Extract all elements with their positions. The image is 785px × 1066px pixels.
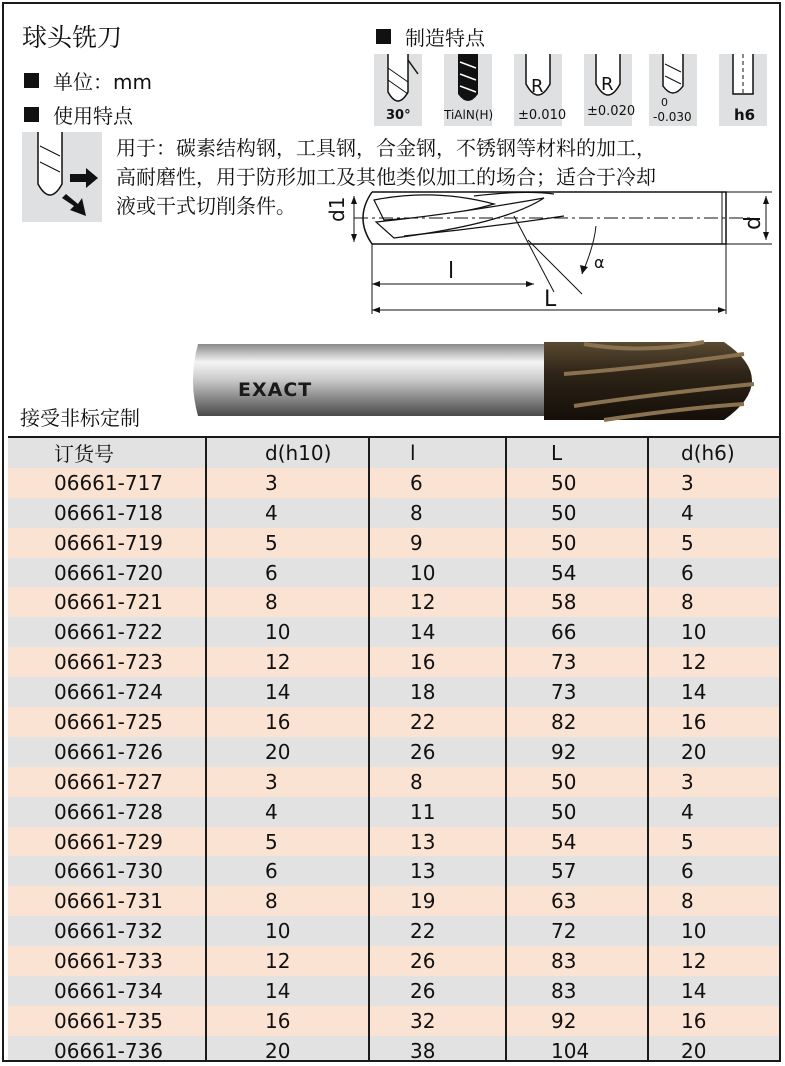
feature-label: -0.030 — [653, 110, 692, 124]
cell-l: 22 — [369, 707, 506, 737]
spec-table — [8, 436, 781, 1062]
helix-angle-icon — [374, 54, 422, 126]
diameter-tolerance-icon — [649, 54, 697, 126]
cell-d-h10: 20 — [206, 737, 369, 767]
cell-order-no: 06661-725 — [8, 707, 206, 737]
cell-order-no: 06661-721 — [8, 587, 206, 617]
coating-icon — [444, 54, 492, 126]
usage-line: 液或干式切削条件。 — [116, 194, 296, 218]
cell-L: 58 — [506, 587, 648, 617]
header-order-no: 订货号 — [8, 437, 206, 468]
cell-l: 18 — [369, 677, 506, 707]
cell-d-h10: 4 — [206, 498, 369, 528]
bullet-square-icon — [376, 29, 391, 44]
cell-d-h6: 14 — [648, 677, 781, 707]
usage-line: 用于：碳素结构钢，工具钢，合金钢，不锈钢等材料的加工， — [116, 136, 656, 160]
table-row — [8, 1006, 781, 1036]
brand-logo: EXACT — [238, 379, 313, 401]
cell-l: 9 — [369, 528, 506, 558]
cell-L: 92 — [506, 737, 648, 767]
radius-tolerance-icon — [584, 54, 636, 126]
table-row — [8, 617, 781, 647]
cell-L: 50 — [506, 498, 648, 528]
cell-order-no: 06661-731 — [8, 886, 206, 916]
cell-d-h6: 3 — [648, 468, 781, 498]
cell-l: 8 — [369, 767, 506, 797]
cell-order-no: 06661-729 — [8, 827, 206, 857]
table-row — [8, 737, 781, 767]
header-d-h10: d(h10) — [206, 437, 369, 468]
table-row — [8, 856, 781, 886]
table-body — [8, 468, 781, 1062]
cell-L: 82 — [506, 707, 648, 737]
cell-L: 63 — [506, 886, 648, 916]
cell-L: 54 — [506, 827, 648, 857]
cell-d-h6: 12 — [648, 946, 781, 976]
cell-L: 57 — [506, 856, 648, 886]
diagram-label-L: L — [544, 287, 557, 312]
cell-l: 26 — [369, 976, 506, 1006]
feature-label-top: 0 — [661, 96, 668, 109]
cell-d-h10: 8 — [206, 886, 369, 916]
table-row — [8, 498, 781, 528]
cell-order-no: 06661-726 — [8, 737, 206, 767]
header-d-h6: d(h6) — [648, 437, 781, 468]
cell-l: 11 — [369, 797, 506, 827]
feature-label: TiAlN(H) — [444, 108, 494, 122]
table-row — [8, 916, 781, 946]
cell-order-no: 06661-736 — [8, 1036, 206, 1062]
cell-L: 104 — [506, 1036, 648, 1062]
table-row — [8, 587, 781, 617]
cell-d-h6: 10 — [648, 617, 781, 647]
cell-d-h10: 3 — [206, 767, 369, 797]
cell-d-h6: 12 — [648, 647, 781, 677]
cell-d-h6: 3 — [648, 767, 781, 797]
cell-d-h6: 4 — [648, 797, 781, 827]
cell-l: 12 — [369, 587, 506, 617]
cell-order-no: 06661-719 — [8, 528, 206, 558]
cell-L: 66 — [506, 617, 648, 647]
cell-d-h6: 8 — [648, 587, 781, 617]
feature-label: h6 — [734, 106, 756, 124]
usage-heading-row — [24, 100, 133, 129]
cell-L: 92 — [506, 1006, 648, 1036]
cell-order-no: 06661-723 — [8, 647, 206, 677]
cell-l: 22 — [369, 916, 506, 946]
cell-order-no: 06661-728 — [8, 797, 206, 827]
cell-order-no: 06661-735 — [8, 1006, 206, 1036]
radius-letter: R — [531, 76, 544, 97]
cell-l: 19 — [369, 886, 506, 916]
cell-L: 72 — [506, 916, 648, 946]
cell-d-h10: 14 — [206, 976, 369, 1006]
usage-icon — [22, 132, 102, 222]
cell-order-no: 06661-717 — [8, 468, 206, 498]
radius-letter: R — [601, 74, 614, 95]
cell-order-no: 06661-718 — [8, 498, 206, 528]
cell-order-no: 06661-733 — [8, 946, 206, 976]
usage-line: 高耐磨性，用于防形加工及其他类似加工的场合；适合于冷却 — [116, 165, 656, 189]
cell-d-h10: 20 — [206, 1036, 369, 1062]
table-row — [8, 767, 781, 797]
cell-d-h6: 10 — [648, 916, 781, 946]
cell-order-no: 06661-720 — [8, 558, 206, 588]
table-row — [8, 827, 781, 857]
cell-d-h10: 10 — [206, 617, 369, 647]
table-row — [8, 1036, 781, 1062]
table-row — [8, 946, 781, 976]
header-L: L — [506, 437, 648, 468]
cell-d-h10: 3 — [206, 468, 369, 498]
cell-d-h10: 8 — [206, 587, 369, 617]
cell-d-h6: 8 — [648, 886, 781, 916]
table-row — [8, 558, 781, 588]
unit-label: 单位：mm — [53, 70, 152, 94]
cell-l: 38 — [369, 1036, 506, 1062]
cell-d-h10: 6 — [206, 558, 369, 588]
feature-label: ±0.010 — [518, 108, 567, 123]
table-row — [8, 468, 781, 498]
cell-L: 50 — [506, 767, 648, 797]
cell-d-h10: 12 — [206, 647, 369, 677]
table-row — [8, 647, 781, 677]
cell-L: 50 — [506, 528, 648, 558]
unit-row — [24, 66, 152, 95]
cell-order-no: 06661-727 — [8, 767, 206, 797]
cell-l: 6 — [369, 468, 506, 498]
table-row — [8, 976, 781, 1006]
cell-d-h6: 14 — [648, 976, 781, 1006]
cell-d-h6: 20 — [648, 1036, 781, 1062]
technical-drawing — [314, 186, 774, 326]
cell-d-h10: 5 — [206, 827, 369, 857]
cell-l: 26 — [369, 737, 506, 767]
cell-d-h6: 6 — [648, 856, 781, 886]
diagram-label-alpha: α — [594, 253, 605, 272]
cell-L: 73 — [506, 647, 648, 677]
diagram-label-d: d — [741, 216, 766, 230]
table-row — [8, 677, 781, 707]
table-row — [8, 707, 781, 737]
usage-heading: 使用特点 — [53, 104, 133, 128]
cell-l: 32 — [369, 1006, 506, 1036]
cell-d-h6: 16 — [648, 707, 781, 737]
cell-d-h6: 16 — [648, 1006, 781, 1036]
cell-l: 16 — [369, 647, 506, 677]
shank-tolerance-icon — [719, 54, 767, 126]
cell-d-h10: 12 — [206, 946, 369, 976]
diagram-label-l: l — [448, 259, 455, 284]
cell-d-h10: 6 — [206, 856, 369, 886]
cell-l: 14 — [369, 617, 506, 647]
cell-L: 54 — [506, 558, 648, 588]
table-header — [8, 437, 781, 468]
bullet-square-icon — [24, 107, 39, 122]
cell-l: 13 — [369, 827, 506, 857]
manufacturing-heading-row — [376, 22, 485, 51]
table-row — [8, 886, 781, 916]
table-row — [8, 528, 781, 558]
feature-label: ±0.020 — [587, 104, 636, 119]
bullet-square-icon — [24, 73, 39, 88]
cell-d-h6: 5 — [648, 827, 781, 857]
cell-d-h6: 4 — [648, 498, 781, 528]
page-title: 球头铣刀 — [22, 23, 123, 52]
cell-d-h6: 6 — [648, 558, 781, 588]
feature-label: 30° — [386, 108, 411, 123]
manufacturing-heading: 制造特点 — [405, 26, 485, 50]
cell-l: 10 — [369, 558, 506, 588]
cell-L: 50 — [506, 468, 648, 498]
cell-order-no: 06661-724 — [8, 677, 206, 707]
cell-d-h10: 5 — [206, 528, 369, 558]
cell-l: 26 — [369, 946, 506, 976]
cell-L: 73 — [506, 677, 648, 707]
cell-d-h10: 16 — [206, 707, 369, 737]
cell-order-no: 06661-722 — [8, 617, 206, 647]
catalog-page — [2, 2, 781, 1062]
product-photo — [184, 334, 780, 426]
cell-d-h10: 4 — [206, 797, 369, 827]
cell-order-no: 06661-734 — [8, 976, 206, 1006]
cell-d-h6: 5 — [648, 528, 781, 558]
cell-d-h10: 16 — [206, 1006, 369, 1036]
cell-L: 50 — [506, 797, 648, 827]
cell-d-h10: 14 — [206, 677, 369, 707]
diagram-label-d1: d1 — [325, 196, 349, 222]
table-row — [8, 797, 781, 827]
cell-order-no: 06661-732 — [8, 916, 206, 946]
cell-l: 8 — [369, 498, 506, 528]
cell-d-h10: 10 — [206, 916, 369, 946]
cell-L: 83 — [506, 976, 648, 1006]
nonstandard-note: 接受非标定制 — [20, 406, 140, 430]
cell-l: 13 — [369, 856, 506, 886]
radius-tolerance-icon — [514, 54, 567, 126]
cell-order-no: 06661-730 — [8, 856, 206, 886]
header-l: l — [369, 437, 506, 468]
cell-L: 83 — [506, 946, 648, 976]
cell-d-h6: 20 — [648, 737, 781, 767]
